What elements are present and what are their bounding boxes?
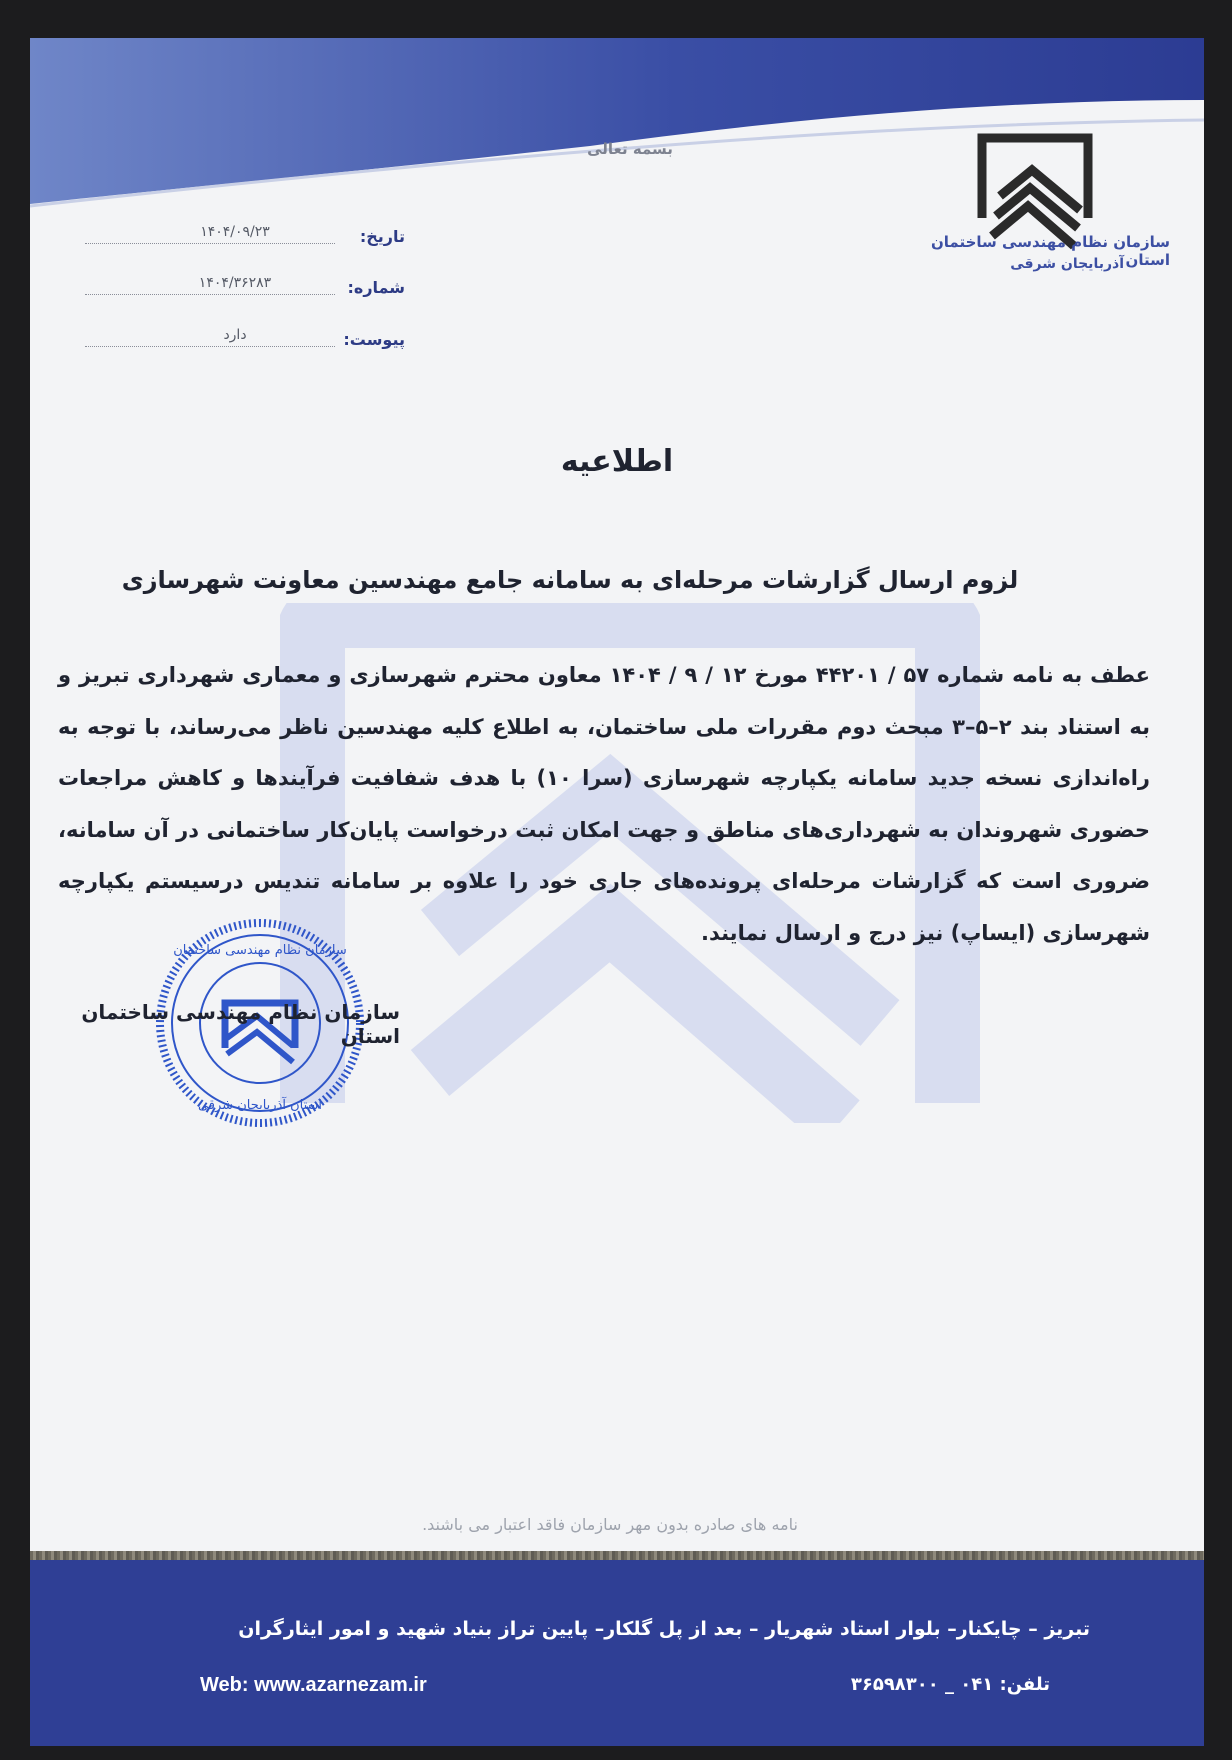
date-field <box>85 218 405 248</box>
footer-website: Web: www.azarnezam.ir <box>200 1674 427 1696</box>
date-line <box>85 243 335 244</box>
number-line <box>85 294 335 295</box>
notice-title: اطلاعیه <box>560 444 674 479</box>
seal-province-text: استان آذربایجان شرقی <box>197 1098 323 1113</box>
attachment-value: دارد <box>223 327 247 343</box>
number-field <box>85 269 405 299</box>
date-label: تاریخ: <box>359 227 405 246</box>
org-name: سازمان نظام مهندسی ساختمان استان <box>931 233 1170 269</box>
bismillah: بسمه تعالی <box>587 140 673 158</box>
attachment-label: پیوست: <box>343 330 405 349</box>
footer-address: تبریز – چایکنار– بلوار استاد شهریار – بعد از پل گلکار– پایین تراز بنیاد شهید و امور ایثارگران <box>238 1618 1090 1640</box>
footer-phone: تلفن: ۰۴۱ _ ۳۶۵۹۸۳۰۰ <box>850 1674 1050 1695</box>
date-value: ۱۴۰۴/۰۹/۲۳ <box>200 224 270 240</box>
attachment-line <box>85 346 335 347</box>
attachment-field <box>85 321 405 351</box>
footer-band <box>30 1560 1204 1746</box>
number-value: ۱۴۰۴/۳۶۲۸۳ <box>198 275 272 291</box>
seal-org-text: سازمان نظام مهندسی ساختمان <box>173 943 347 958</box>
letter-page <box>30 38 1204 1746</box>
notice-body: عطف به نامه شماره ۵۷ / ۴۴۲۰۱ مورخ ۱۲ / ۹ / ۱۴۰۴ معاون محترم شهرسازی و معماری شهرداری تبریز و به استناد بند ۲–۵–۳ مبحث دوم مقررات ملی ساختمان، به اطلاع کلیه مهندسین ناظر می‌رساند، با توجه به راه‌اندازی نسخه جدید سامانه یکپارچه شهرسازی (سرا ۱۰) با هدف شفافیت فرآیندها و کاهش مراجعات حضوری شهروندان به شهرداری‌های مناطق و جهت امکان ثبت درخواست پایان‌کار ساختمانی در آن سامانه، ضروری است که گزارشات مرحله‌ای پرونده‌های جاری خود را علاوه بر سامانه تندیس درسیستم یکپارچه شهرسازی (ایساپ) نیز درج و ارسال نمایند. <box>58 663 1150 945</box>
notice-subject: لزوم ارسال گزارشات مرحله‌ای به سامانه جامع مهندسین معاونت شهرسازی <box>121 566 1019 594</box>
number-label: شماره: <box>347 278 405 297</box>
signature-org: سازمان نظام مهندسی ساختمان استان <box>81 1000 400 1048</box>
org-province: آذربایجان شرقی <box>1010 256 1124 272</box>
validity-note: نامه های صادره بدون مهر سازمان فاقد اعتبار می باشند. <box>422 1515 798 1534</box>
